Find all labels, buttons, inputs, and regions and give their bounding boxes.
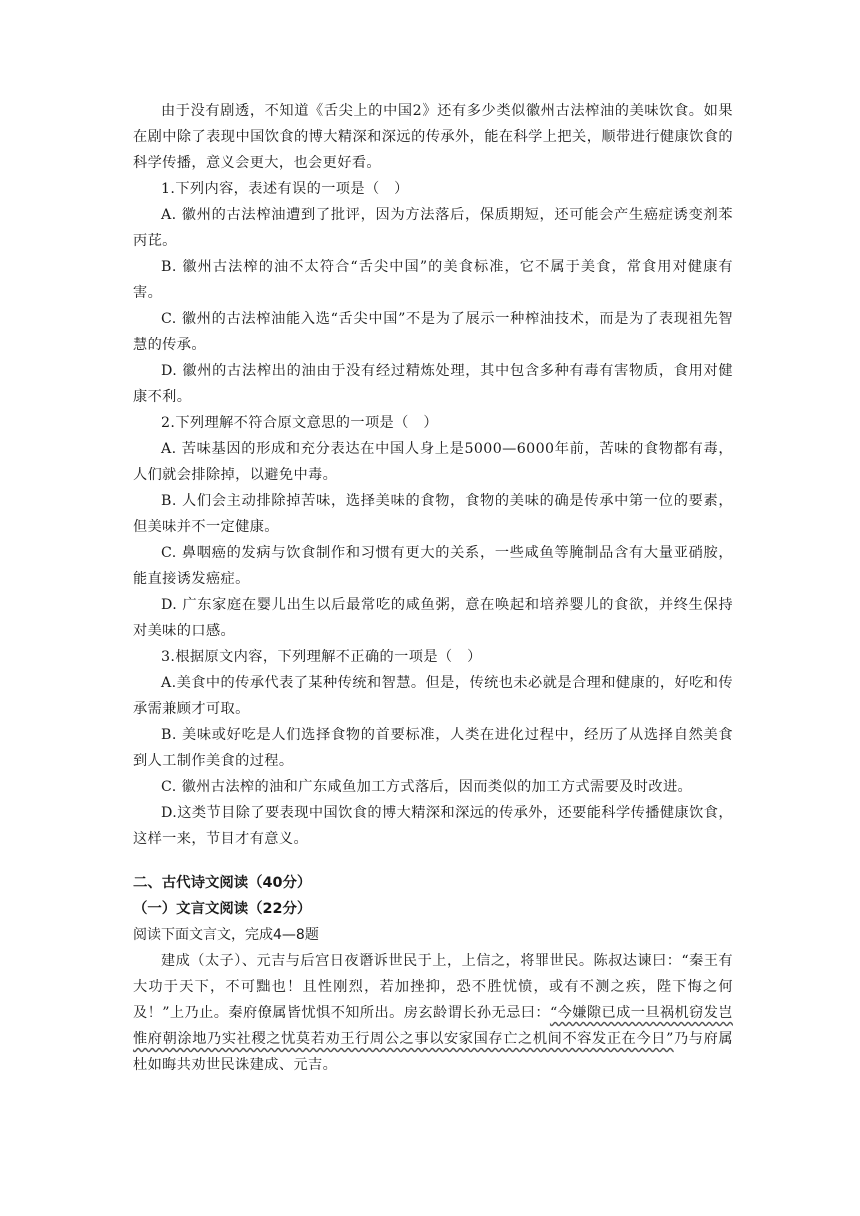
question-1-option-b: B. 徽州古法榨的油不太符合“舌尖中国”的美食标准，它不属于美食，常食用对健康有害。 — [133, 259, 733, 301]
question-3-option-b: B. 美味或好吃是人们选择食物的首要标准，人类在进化过程中，经历了从选择自然美食到人工制作美食的过程。 — [133, 727, 733, 769]
question-2-stem: 2.下列理解不符合原文意思的一项是（ ） — [161, 415, 438, 431]
question-3-option-d: D.这类节目除了要表现中国饮食的博大精深和深远的传承外，还要能科学传播健康饮食，这样一来，节目才有意义。 — [133, 805, 733, 847]
passage-text-after: 乃与府属杜如晦共劝世民诛建成、元吉。 — [133, 1031, 733, 1073]
reading-part-1 — [133, 98, 733, 852]
question-2-option-d: D. 广东家庭在婴儿出生以后最常吃的咸鱼粥，意在唤起和培养婴儿的食欲，并终生保持对美味的口感。 — [133, 597, 733, 639]
instruction-text: 阅读下面文言文，完成4—8题 — [133, 927, 319, 943]
section-title: 二、古代诗文阅读（40分） — [133, 875, 312, 891]
subsection-title: （一）文言文阅读（22分） — [133, 901, 312, 917]
passage-text-before: 建成（太子）、元吉与后宫日夜谮诉世民于上，上信之，将罪世民。陈叔达谏曰：“秦王有大功于天下，不可黜也！且性刚烈，若加挫抑，恐不胜忧愤，或有不测之疾，陛下悔之何及！”上乃止。秦府僚属皆忧惧不知所出。房玄龄谓长孙无忌曰： — [133, 953, 733, 1021]
question-1-stem: 1.下列内容，表述有误的一项是（ ） — [161, 181, 409, 197]
question-3-stem: 3.根据原文内容，下列理解不正确的一项是（ ） — [161, 649, 482, 665]
question-2-option-c: C. 鼻咽癌的发病与饮食制作和习惯有更大的关系，一些咸鱼等腌制品含有大量亚硝胺，能直接诱发癌症。 — [133, 545, 733, 587]
question-2-option-b: B. 人们会主动排除掉苦味，选择美味的食物，食物的美味的确是传承中第一位的要素，但美味并不一定健康。 — [133, 493, 733, 535]
classical-passage — [133, 948, 733, 1078]
question-2-option-a: A. 苦味基因的形成和充分表达在中国人身上是5000—6000年前，苦味的食物都有毒，人们就会排除掉，以避免中毒。 — [133, 441, 733, 483]
intro-paragraph: 由于没有剧透，不知道《舌尖上的中国2》还有多少类似徽州古法榨油的美味饮食。如果在剧中除了表现中国饮食的博大精深和深远的传承外，能在科学上把关，顺带进行健康饮食的科学传播，意义会更大，也会更好看。 — [133, 103, 733, 171]
reading-part-2 — [133, 870, 733, 1078]
question-1-option-d: D. 徽州的古法榨出的油由于没有经过精炼处理，其中包含多种有毒有害物质，食用对健康不利。 — [133, 363, 733, 405]
question-1-option-c: C. 徽州的古法榨油能入选“舌尖中国”不是为了展示一种榨油技术，而是为了表现祖先智慧的传承。 — [133, 311, 733, 353]
question-3-option-a: A.美食中的传承代表了某种传统和智慧。但是，传统也未必就是合理和健康的，好吃和传承需兼顾才可取。 — [133, 675, 733, 717]
question-1-option-a: A. 徽州的古法榨油遭到了批评，因为方法落后，保质期短，还可能会产生癌症诱变剂苯丙芘。 — [133, 207, 733, 249]
passage-underlined-text: “今嫌隙已成一旦祸机窃发岂惟府朝涂地乃实社稷之忧莫若劝王行周公之事以安家国存亡之机间不容发正在今日” — [133, 1005, 733, 1047]
question-3-option-c: C. 徽州古法榨的油和广东咸鱼加工方式落后，因而类似的加工方式需要及时改进。 — [161, 779, 693, 795]
